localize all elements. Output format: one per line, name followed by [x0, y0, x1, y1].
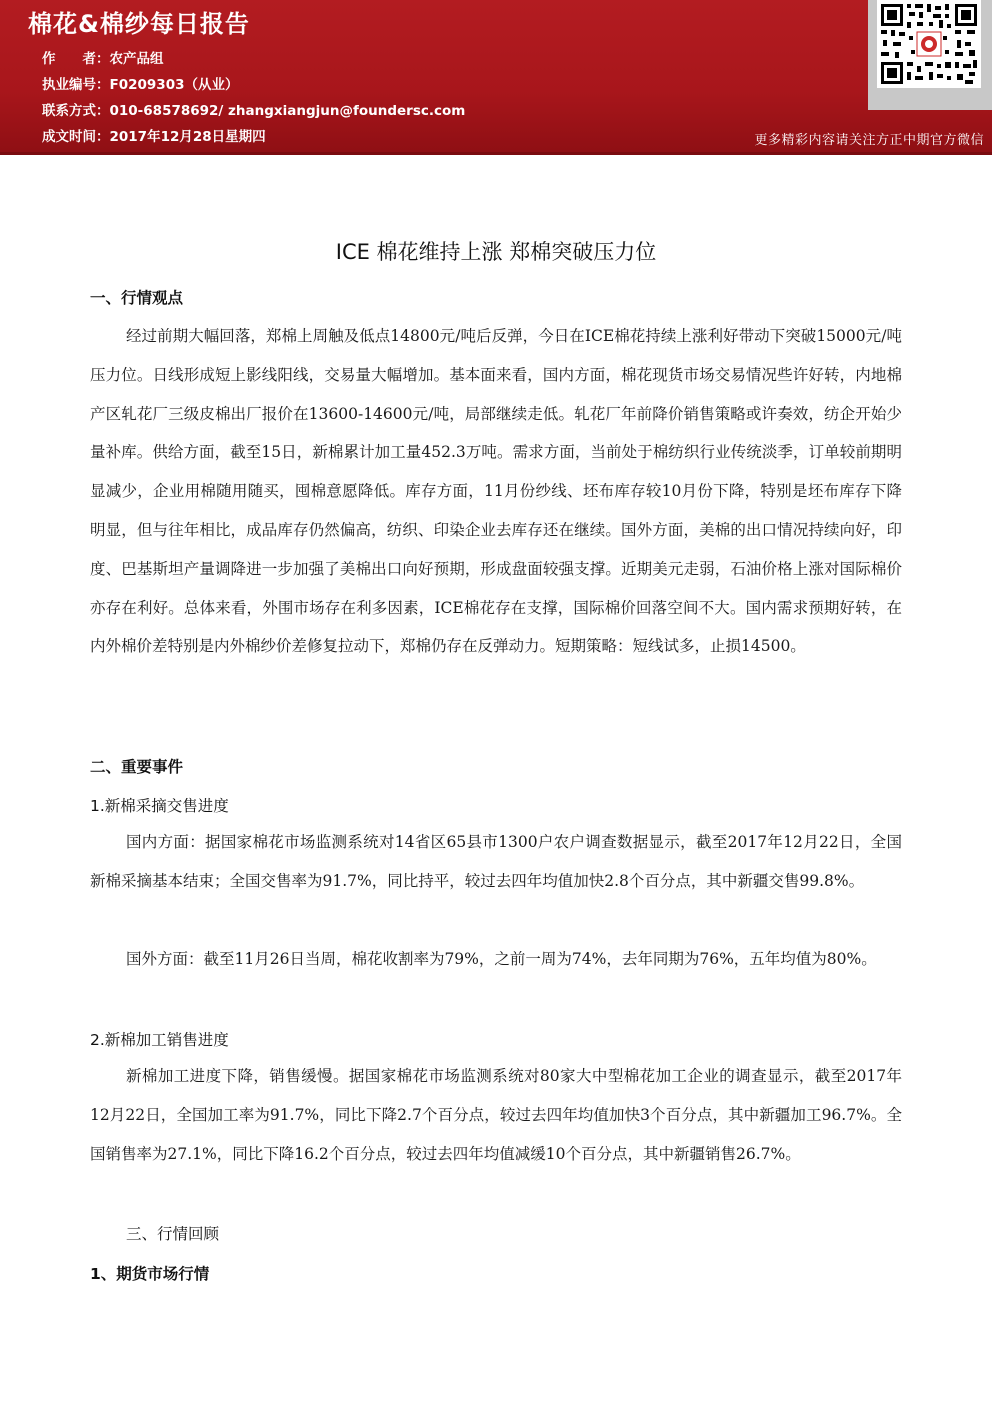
domestic-picking-paragraph: 国内方面：据国家棉花市场监测系统对14省区65县市1300户农户调查数据显示，截至2017年12月22日，全国新棉采摘基本结束；全国交售率为91.7%，同比持平，较过去四年均值加快2.8个百分点，其中新疆交售99.8%。: [90, 833, 902, 890]
subheading-processing-progress: 2.新棉加工销售进度: [90, 1031, 229, 1049]
author-value: 农产品组: [109, 51, 164, 67]
license-label: 执业编号：: [42, 77, 110, 93]
date-label: 成文时间：: [42, 129, 110, 145]
contact-value: 010-68578692/ zhangxiangjun@foundersc.com: [109, 103, 466, 119]
date-value: 2017年12月28日星期四: [109, 129, 266, 145]
subheading-futures-market: 1、期货市场行情: [90, 1265, 210, 1283]
overseas-harvest-paragraph: 国外方面：截至11月26日当周，棉花收割率为79%，之前一周为74%，去年同期为76%，五年均值为80%。: [126, 950, 877, 968]
section-heading-key-events: 二、重要事件: [90, 758, 184, 776]
subheading-picking-progress: 1.新棉采摘交售进度: [90, 797, 229, 815]
document-title: ICE 棉花维持上涨 郑棉突破压力位: [335, 240, 657, 264]
contact-label: 联系方式：: [42, 103, 110, 119]
qr-code-icon[interactable]: [877, 0, 981, 88]
license-value: F0209303（从业）: [109, 77, 239, 93]
report-header-band: [0, 0, 992, 152]
qr-slogan: 更多精彩内容请关注方正中期官方微信: [754, 133, 984, 148]
report-title: 棉花&棉纱每日报告: [28, 10, 250, 38]
section-heading-market-view: 一、行情观点: [90, 289, 184, 307]
section-heading-market-review: 三、行情回顾: [126, 1225, 220, 1243]
processing-sales-paragraph: 新棉加工进度下降，销售缓慢。据国家棉花市场监测系统对80家大中型棉花加工企业的调查显示，截至2017年12月22日，全国加工率为91.7%，同比下降2.7个百分点，较过去四年均值加快3个百分点，其中新疆加工96.7%。全国销售率为27.1%，同比下降16.2个百分点，较过去四年均值减缓10个百分点，其中新疆销售26.7%。: [90, 1067, 902, 1163]
author-line: [42, 47, 164, 67]
contact-line: [42, 99, 465, 119]
author-label: 作 者：: [42, 51, 110, 67]
qr-code-panel: [868, 0, 992, 110]
market-view-paragraph: 经过前期大幅回落，郑棉上周触及低点14800元/吨后反弹，今日在ICE棉花持续上涨利好带动下突破15000元/吨压力位。日线形成短上影线阳线，交易量大幅增加。基本面来看，国内方面，棉花现货市场交易情况些许好转，内地棉产区轧花厂三级皮棉出厂报价在13600-14600元/吨，局部继续走低。轧花厂年前降价销售策略或许奏效，纺企开始少量补库。供给方面，截至15日，新棉累计加工量452.3万吨。需求方面，当前处于棉纺织行业传统淡季，订单较前期明显减少，企业用棉随用随买，囤棉意愿降低。库存方面，11月份纱线、坯布库存较10月份下降，特别是坯布库存下降明显，但与往年相比，成品库存仍然偏高，纺织、印染企业去库存还在继续。国外方面，美棉的出口情况持续向好，印度、巴基斯坦产量调降进一步加强了美棉出口向好预期，形成盘面较强支撑。近期美元走弱，石油价格上涨对国际棉价亦存在利好。总体来看，外围市场存在利多因素，ICE棉花存在支撑，国际棉价回落空间不大。国内需求预期好转，在内外棉价差特别是内外棉纱价差修复拉动下，郑棉仍存在反弹动力。短期策略：短线试多，止损14500。: [90, 327, 902, 656]
license-line: [42, 73, 238, 93]
header-divider: [0, 152, 992, 155]
date-line: [42, 125, 266, 145]
